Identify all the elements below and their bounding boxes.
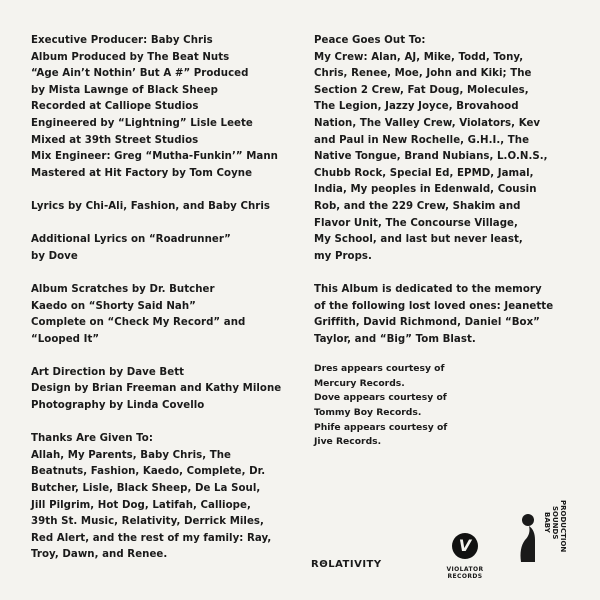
relativity-logo: RΘLATIVITY: [311, 559, 382, 570]
left-column: [31, 33, 301, 564]
art-direction-credit: Art Direction by Dave Bett Design by Brian Freeman and Kathy Milone Photography by Linda Covello: [31, 366, 282, 412]
svg-text:BABY: BABY: [543, 512, 551, 533]
scratches-credit: Album Scratches by Dr. Butcher Kaedo on “Shorty Said Nah” Complete on “Check My Record” and “Looped It”: [31, 283, 246, 345]
lyrics-credit: Lyrics by Chi-Ali, Fashion, and Baby Chris: [31, 200, 271, 212]
baby-sounds-logo: [515, 500, 565, 580]
svg-text:PRODUCTION: PRODUCTION: [559, 500, 567, 553]
right-column: [314, 33, 586, 450]
violator-text: VIOLATOR RECORDS: [446, 566, 484, 580]
label-logos: [305, 500, 590, 585]
svg-text:SOUNDS: SOUNDS: [551, 506, 559, 540]
additional-lyrics-credit: Additional Lyrics on “Roadrunner” by Dove: [31, 234, 231, 262]
baby-sounds-icon: [515, 500, 565, 580]
violator-logo: [435, 533, 495, 580]
courtesy-block: Dres appears courtesy of Mercury Records. Dove appears courtesy of Tommy Boy Records. Phife appears courtesy of Jive Records.: [314, 363, 448, 448]
peace-block: Peace Goes Out To: My Crew: Alan, AJ, Mike, Todd, Tony, Chris, Renee, Moe, John and Kiki; The Section 2 Crew, Fat Doug, Molecules, The Legion, Jazzy Joyce, Brovahood Nation, The Valley Crew, Violators, Kev and Paul in New Rochelle, G.H.I., The Native Tongue, Brand Nubians, L.O.N.S., Chubb Rock, Special Ed, EPMD, Jamal, India, My peoples in Edenwald, Cousin Rob, and the 229 Crew, Shakim and Flavor Unit, The Concourse Village, My School, and last but never least, my Props.: [314, 35, 548, 262]
violator-v-icon: V: [452, 533, 478, 559]
thanks-block: Thanks Are Given To: Allah, My Parents, Baby Chris, The Beatnuts, Fashion, Kaedo, Complete, Dr. Butcher, Lisle, Black Sheep, De La Soul, Jill Pilgrim, Hot Dog, Latifah, Calliope, 39th St. Music, Relativity, Derrick Miles, Red Alert, and the rest of my family: Ray, Troy, Dawn, and Renee.: [31, 433, 272, 561]
dedication-block: This Album is dedicated to the memory of the following lost loved ones: Jeanette Griffith, David Richmond, Daniel “Box” Taylor, and “Big” Tom Blast.: [314, 283, 554, 345]
credits-block: Executive Producer: Baby Chris Album Produced by The Beat Nuts “Age Ain’t Nothin’ But A #” Produced by Mista Lawnge of Black Sheep Recorded at Calliope Studios Engineered by “Lightning” Lisle Leete Mixed at 39th Street Studios Mix Engineer: Greg “Mutha-Funkin’” Mann Mastered at Hit Factory by Tom Coyne: [31, 35, 278, 179]
